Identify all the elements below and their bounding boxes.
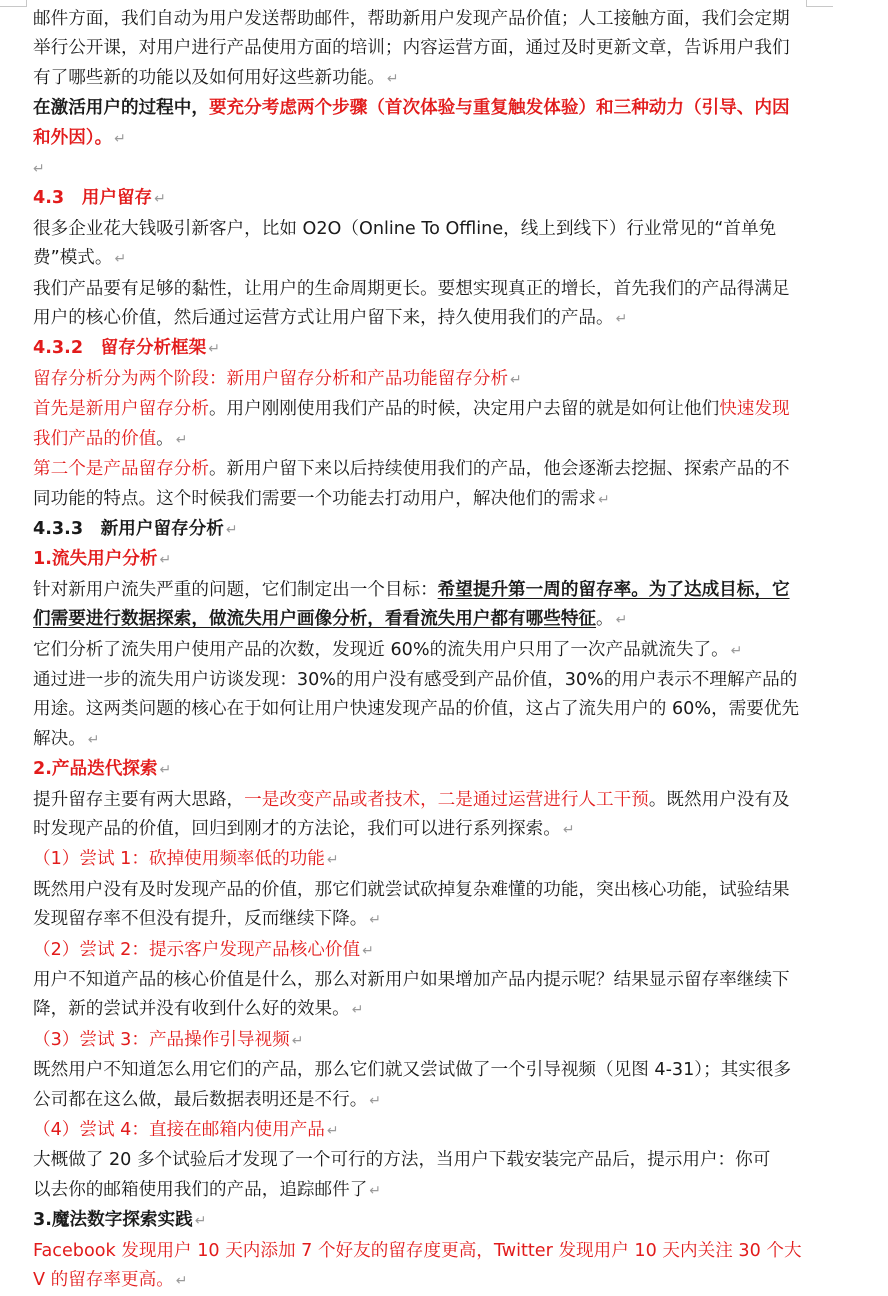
- document-page: [33, 5, 803, 1296]
- heading-4-3-3: 4.3.3 新用户留存分析 ↵: [33, 518, 238, 539]
- paragraph: 针对新用户流失严重的问题，它们制定出一个目标：希望提升第一周的留存率。为了达成目标，它们需要进行数据探索，做流失用户画像分析，看看流失用户都有哪些特征。 ↵: [33, 579, 790, 630]
- subheading-churn-analysis: 1.流失用户分析 ↵: [33, 549, 172, 570]
- heading-4-3: 4.3 用户留存 ↵: [33, 188, 166, 209]
- paragraph: 用户不知道产品的核心价值是什么，那么对新用户如果增加产品内提示呢？结果显示留存率继续下降，新的尝试并没有收到什么好的效果。 ↵: [33, 970, 790, 1020]
- paragraph: 首先是新用户留存分析。用户刚刚使用我们产品的时候，决定用户去留的就是如何让他们快速发现我们产品的价值。 ↵: [33, 399, 790, 449]
- subheading-magic-number: 3.魔法数字探索实践 ↵: [33, 1210, 207, 1231]
- paragraph: 通过进一步的流失用户访谈发现：30%的用户没有感受到产品价值，30%的用户表示不理解产品的用途。这两类问题的核心在于如何让用户快速发现产品的价值，这占了流失用户的 60%，需要优先解决。 ↵: [33, 669, 800, 749]
- paragraph: 留存分析分为两个阶段：新用户留存分析和产品功能留存分析 ↵: [33, 368, 522, 389]
- paragraph: 大概做了 20 多个试验后才发现了一个可行的方法，当用户下载安装完产品后，提示用户：你可以去你的邮箱使用我们的产品，追踪邮件了 ↵: [33, 1150, 771, 1200]
- paragraph: Facebook 发现用户 10 天内添加 7 个好友的留存度更高，Twitter 发现用户 10 天内关注 30 个大 V 的留存率更高。 ↵: [33, 1240, 802, 1291]
- paragraph: 它们分析了流失用户使用产品的次数，发现近 60%的流失用户只用了一次产品就流失了。 ↵: [33, 639, 743, 660]
- paragraph: 既然用户不知道怎么用它们的产品，那么它们就又尝试做了一个引导视频（见图 4-31）；其实很多公司都在这么做，最后数据表明还是不行。 ↵: [33, 1060, 792, 1110]
- empty-paragraph: ↵: [33, 161, 45, 178]
- heading-4-3-2: 4.3.2 留存分析框架 ↵: [33, 338, 220, 359]
- paragraph: 既然用户没有及时发现产品的价值，那它们就尝试砍掉复杂难懂的功能，突出核心功能，试验结果发现留存率不但没有提升，反而继续下降。 ↵: [33, 879, 790, 930]
- page-corner-mark-right: [806, 0, 833, 7]
- trial-3-title: （3）尝试 3：产品操作引导视频 ↵: [33, 1029, 304, 1050]
- paragraph: 邮件方面，我们自动为用户发送帮助邮件，帮助新用户发现产品价值；人工接触方面，我们会定期举行公开课，对用户进行产品使用方面的培训；内容运营方面，通过及时更新文章，告诉用户我们有了哪些新的功能以及如何用好这些新功能。 ↵: [33, 9, 790, 88]
- page-corner-mark-left: [0, 0, 27, 7]
- paragraph: 在激活用户的过程中，要充分考虑两个步骤（首次体验与重复触发体验）和三种动力（引导、内因和外因）。 ↵: [33, 98, 790, 148]
- subheading-iteration: 2.产品迭代探索 ↵: [33, 759, 172, 780]
- trial-4-title: （4）尝试 4：直接在邮箱内使用产品 ↵: [33, 1120, 339, 1141]
- trial-1-title: （1）尝试 1：砍掉使用频率低的功能 ↵: [33, 849, 339, 870]
- paragraph: 第二个是产品留存分析。新用户留下来以后持续使用我们的产品，他会逐渐去挖掘、探索产品的不同功能的特点。这个时候我们需要一个功能去打动用户，解决他们的需求 ↵: [33, 459, 790, 509]
- paragraph: 提升留存主要有两大思路，一是改变产品或者技术，二是通过运营进行人工干预。既然用户没有及时发现产品的价值，回归到刚才的方法论，我们可以进行系列探索。 ↵: [33, 789, 790, 839]
- paragraph: 很多企业花大钱吸引新客户，比如 O2O（Online To Offline，线上到线下）行业常见的“首单免费”模式。 ↵: [33, 218, 777, 269]
- trial-2-title: （2）尝试 2：提示客户发现产品核心价值 ↵: [33, 939, 374, 960]
- paragraph: 我们产品要有足够的黏性，让用户的生命周期更长。要想实现真正的增长，首先我们的产品得满足用户的核心价值，然后通过运营方式让用户留下来，持久使用我们的产品。 ↵: [33, 278, 790, 329]
